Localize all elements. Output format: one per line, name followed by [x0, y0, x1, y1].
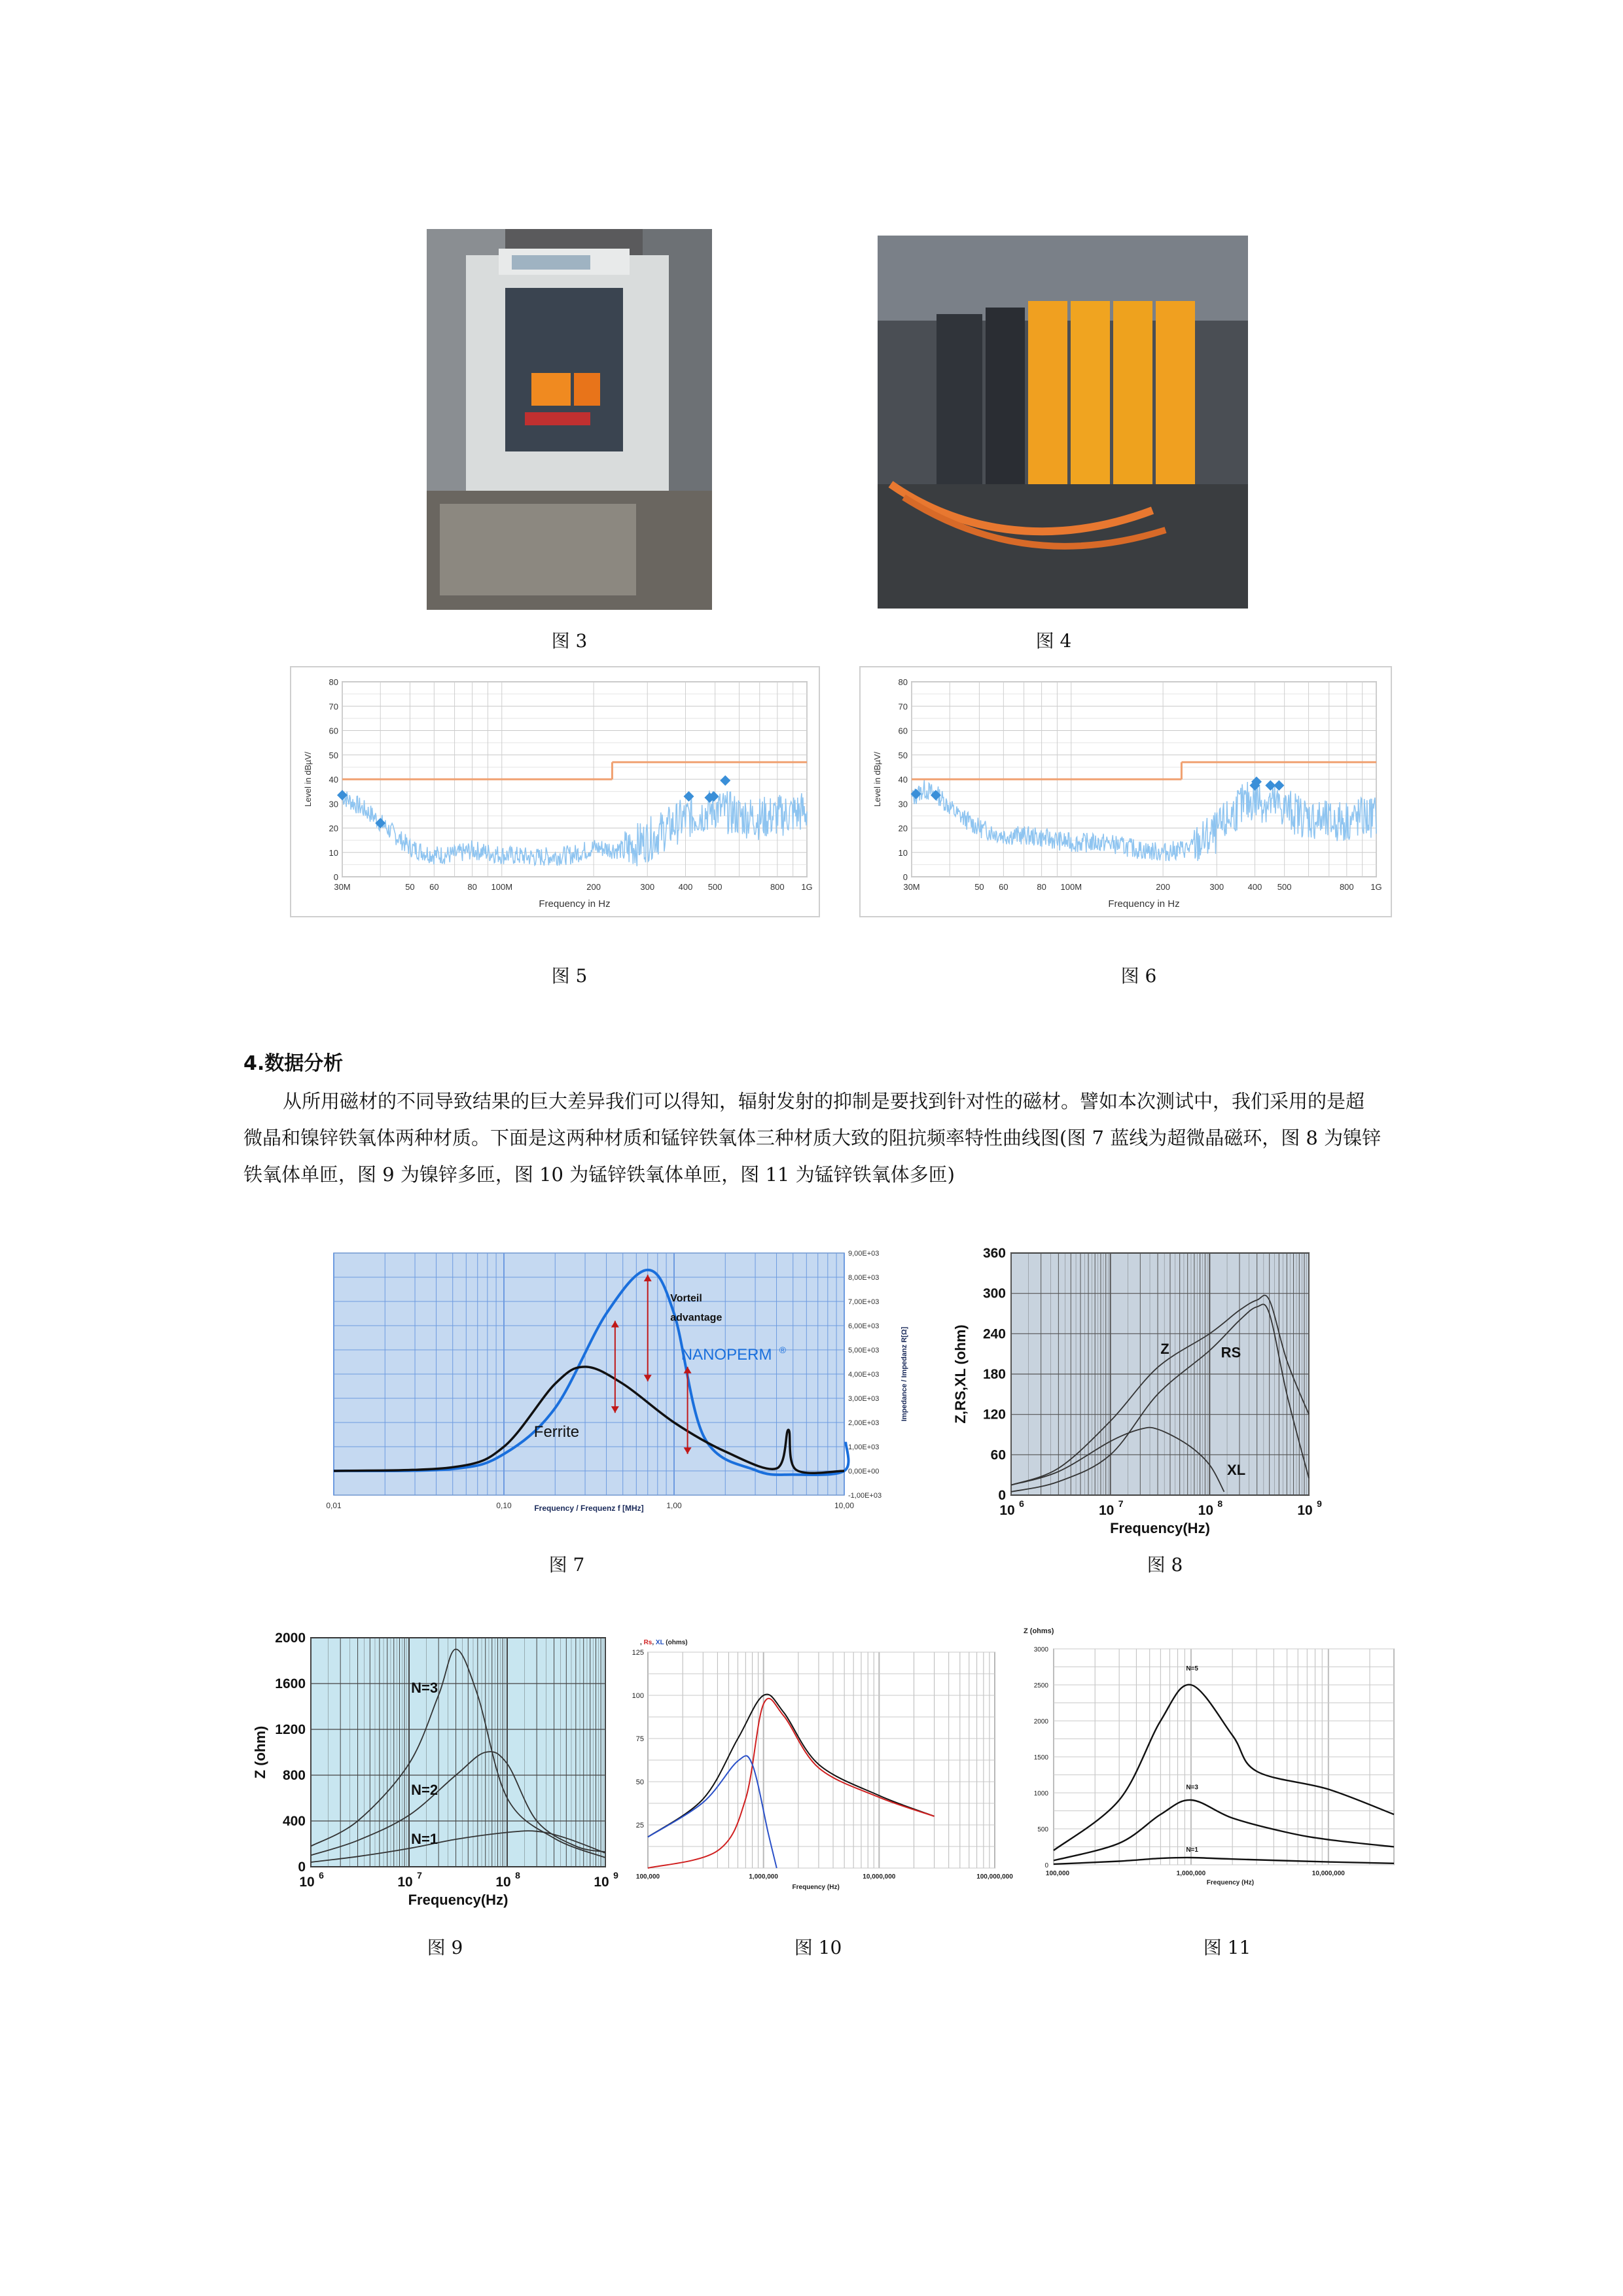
y-tick-label: 40	[329, 775, 338, 785]
y-tick-label: 60	[898, 726, 908, 736]
y-tick-label: 6,00E+03	[848, 1322, 880, 1330]
y-axis-label-part: (ohms)	[664, 1639, 688, 1646]
x-axis-label: Frequency in Hz	[539, 898, 611, 910]
x-tick-label: 800	[1339, 882, 1354, 892]
curve-label: RS	[1221, 1344, 1241, 1361]
plot-area	[311, 1638, 605, 1867]
x-tick-label: 10	[1198, 1503, 1214, 1518]
y-tick-label: 20	[898, 823, 908, 834]
y-axis-label: Level in dBµV/	[303, 751, 313, 807]
curve-label: N=2	[411, 1781, 438, 1798]
x-tick-label: 300	[1209, 882, 1224, 892]
y-tick-label: -1,00E+03	[848, 1492, 882, 1500]
fig10-chart	[618, 1626, 1011, 1901]
fig6-chart	[861, 667, 1391, 916]
y-tick-label: 500	[1037, 1826, 1048, 1833]
x-tick-exponent: 6	[1019, 1498, 1024, 1509]
y-tick-label: 25	[635, 1822, 644, 1829]
y-tick-label: 5,00E+03	[848, 1347, 880, 1354]
fig11-caption: 图 11	[1203, 1937, 1251, 1958]
fig11-chart	[1021, 1616, 1400, 1898]
y-tick-label: 1200	[275, 1722, 306, 1737]
x-tick-exponent: 8	[1217, 1498, 1223, 1509]
y-tick-label: 2500	[1033, 1682, 1048, 1689]
fig10-caption: 图 10	[794, 1937, 842, 1958]
x-tick-label: 30M	[903, 882, 920, 892]
y-tick-label: 1,00E+03	[848, 1443, 880, 1451]
x-tick-label: 80	[467, 882, 477, 892]
y-tick-label: 0	[998, 1488, 1006, 1503]
x-tick-label: 10	[999, 1503, 1015, 1518]
y-axis-label: Level in dBµV/	[872, 751, 882, 807]
annotation-registered: ®	[779, 1344, 787, 1355]
fig6-chart-frame	[859, 666, 1392, 917]
y-tick-label: 800	[282, 1768, 306, 1783]
x-tick-label: 1,000,000	[1176, 1870, 1206, 1877]
y-tick-label: 60	[329, 726, 338, 736]
y-tick-label: 1600	[275, 1676, 306, 1691]
x-axis-label: Frequency (Hz)	[792, 1884, 840, 1891]
y-tick-label: 30	[898, 799, 908, 809]
fig9-caption: 图 9	[427, 1937, 463, 1958]
x-tick-exponent: 7	[417, 1870, 422, 1881]
x-tick-label: 1,00	[666, 1501, 682, 1510]
y-axis-label: Z (ohms)	[1024, 1627, 1054, 1635]
fig7-caption: 图 7	[548, 1554, 585, 1576]
fig4-caption: 图 4	[1035, 630, 1072, 652]
x-tick-exponent: 6	[319, 1870, 324, 1881]
fig5-caption: 图 5	[551, 965, 588, 987]
x-tick-label: 1G	[1370, 882, 1382, 892]
x-tick-label: 10,000,000	[863, 1873, 896, 1881]
x-tick-label: 30M	[334, 882, 351, 892]
fig7-chart	[321, 1240, 929, 1538]
x-tick-label: 100,000	[1045, 1870, 1070, 1877]
x-tick-label: 200	[1156, 882, 1170, 892]
y-axis-label-part: ,	[640, 1639, 644, 1646]
x-tick-exponent: 7	[1118, 1498, 1124, 1509]
y-tick-label: 40	[898, 775, 908, 785]
section-paragraph: 从所用磁材的不同导致结果的巨大差异我们可以得知，辐射发射的抑制是要找到针对性的磁材。譬如本次测试中，我们采用的是超微晶和镍锌铁氧体两种材质。下面是这两种材质和锰锌铁氧体三种材质大致的阻抗频率特性曲线图(图 7 蓝线为超微晶磁环，图 8 为镍锌铁氧体单匝，图 9 为镍锌多匝，图 10 为锰锌铁氧体单匝，图 11 为锰锌铁氧体多匝)	[243, 1090, 1382, 1186]
y-tick-label: 75	[635, 1735, 644, 1743]
annotation-ferrite: Ferrite	[533, 1423, 580, 1441]
x-tick-label: 10,00	[834, 1501, 855, 1510]
y-tick-label: 8,00E+03	[848, 1274, 880, 1282]
x-tick-label: 50	[405, 882, 415, 892]
y-tick-label: 2,00E+03	[848, 1419, 880, 1427]
x-tick-label: 500	[1277, 882, 1292, 892]
y-tick-label: 240	[982, 1326, 1006, 1342]
y-tick-label: 70	[898, 701, 908, 712]
x-tick-label: 50	[974, 882, 984, 892]
x-tick-label: 100,000,000	[976, 1873, 1013, 1881]
x-tick-label: 10,000,000	[1311, 1870, 1345, 1877]
x-tick-label: 10	[594, 1875, 609, 1890]
x-axis-label: Frequency / Frequenz f [MHz]	[534, 1504, 644, 1513]
y-tick-label: 0	[298, 1860, 306, 1875]
fig3-photo	[427, 229, 712, 610]
y-tick-label: 20	[329, 823, 338, 834]
x-tick-label: 800	[770, 882, 785, 892]
annotation-advantage: advantage	[670, 1312, 722, 1324]
x-tick-label: 1G	[801, 882, 813, 892]
y-tick-label: 80	[329, 677, 338, 687]
fig5-chart	[291, 667, 819, 916]
y-tick-label: 60	[990, 1447, 1006, 1463]
x-tick-label: 200	[586, 882, 601, 892]
y-tick-label: 50	[898, 750, 908, 760]
y-tick-label: 0,00E+00	[848, 1468, 880, 1475]
curve-label: N=1	[411, 1831, 438, 1847]
y-tick-label: 30	[329, 799, 338, 809]
y-tick-label: 4,00E+03	[848, 1371, 880, 1379]
x-tick-exponent: 9	[613, 1870, 618, 1881]
curve-label: N=5	[1186, 1665, 1198, 1672]
x-axis-label: Frequency(Hz)	[408, 1892, 508, 1908]
fig4-photo-drawing	[878, 236, 1248, 609]
y-tick-label: 100	[632, 1692, 644, 1700]
x-tick-label: 10	[397, 1875, 413, 1890]
fig5-chart-frame	[290, 666, 820, 917]
fig4-photo	[878, 236, 1248, 609]
x-tick-label: 400	[678, 882, 693, 892]
fig9-chart	[252, 1626, 618, 1914]
y-tick-label: 400	[282, 1814, 306, 1829]
x-axis-label: Frequency (Hz)	[1206, 1879, 1255, 1886]
section-heading: 4.数据分析	[243, 1052, 344, 1075]
y-tick-label: 9,00E+03	[848, 1250, 880, 1258]
x-tick-label: 1,000,000	[749, 1873, 778, 1881]
fig3-caption: 图 3	[551, 630, 588, 652]
y-tick-label: 1500	[1033, 1754, 1048, 1761]
y-tick-label: 3,00E+03	[848, 1395, 880, 1403]
y-tick-label: 125	[632, 1649, 644, 1657]
x-tick-label: 0,01	[326, 1501, 342, 1510]
y-axis-label: Z (ohm)	[252, 1725, 268, 1779]
x-tick-label: 10	[299, 1875, 315, 1890]
y-tick-label: 10	[898, 847, 908, 858]
y-tick-label: 360	[982, 1246, 1006, 1261]
x-tick-label: 10	[1297, 1503, 1313, 1518]
y-tick-label: 0	[333, 872, 338, 882]
x-tick-label: 500	[707, 882, 722, 892]
curve-label: Z	[1160, 1341, 1169, 1358]
y-axis-label-part: ,	[652, 1639, 656, 1646]
y-tick-label: 7,00E+03	[848, 1298, 880, 1306]
y-tick-label: 50	[329, 750, 338, 760]
x-axis-label: Frequency in Hz	[1108, 898, 1180, 910]
y-tick-label: 180	[982, 1367, 1006, 1382]
y-tick-label: 50	[635, 1778, 644, 1786]
x-tick-label: 60	[429, 882, 439, 892]
y-tick-label: 2000	[275, 1631, 306, 1646]
annotation-nanoperm: NANOPERM	[681, 1345, 772, 1364]
y-tick-label: 0	[902, 872, 908, 882]
y-tick-label: 1000	[1033, 1790, 1048, 1797]
curve-label: N=3	[1186, 1784, 1198, 1792]
y-axis-label	[640, 1639, 688, 1646]
x-tick-label: 400	[1247, 882, 1262, 892]
x-tick-label: 0,10	[496, 1501, 512, 1510]
y-axis-label: Impedance / Impedanz R[Ω]	[901, 1326, 908, 1422]
x-tick-label: 100,000	[635, 1873, 660, 1881]
y-tick-label: 10	[329, 847, 338, 858]
y-tick-label: 70	[329, 701, 338, 712]
x-tick-label: 10	[495, 1875, 511, 1890]
curve-label: N=3	[411, 1680, 438, 1696]
fig6-caption: 图 6	[1120, 965, 1157, 987]
y-tick-label: 120	[982, 1407, 1006, 1422]
x-tick-exponent: 9	[1317, 1498, 1322, 1509]
fig8-chart	[949, 1237, 1329, 1541]
y-tick-label: 2000	[1033, 1718, 1048, 1725]
y-tick-label: 3000	[1033, 1646, 1048, 1653]
y-tick-label: 80	[898, 677, 908, 687]
curve-label: N=1	[1186, 1846, 1198, 1854]
x-tick-label: 100M	[491, 882, 513, 892]
y-tick-label: 300	[982, 1286, 1006, 1301]
x-tick-label: 300	[640, 882, 655, 892]
fig8-caption: 图 8	[1147, 1554, 1183, 1576]
y-axis-label-part: Rs	[643, 1639, 652, 1646]
x-tick-label: 10	[1098, 1503, 1115, 1518]
y-axis-label-part: XL	[655, 1639, 664, 1646]
curve-label: XL	[1227, 1462, 1246, 1479]
fig3-photo-drawing	[427, 229, 712, 610]
x-tick-exponent: 8	[515, 1870, 520, 1881]
y-tick-label: 0	[1044, 1862, 1048, 1869]
x-tick-label: 80	[1037, 882, 1046, 892]
x-axis-label: Frequency(Hz)	[1110, 1520, 1210, 1536]
x-tick-label: 100M	[1060, 882, 1082, 892]
annotation-vorteil: Vorteil	[670, 1293, 702, 1304]
x-tick-label: 60	[999, 882, 1008, 892]
y-axis-label: Z,RS,XL (ohm)	[952, 1324, 969, 1424]
